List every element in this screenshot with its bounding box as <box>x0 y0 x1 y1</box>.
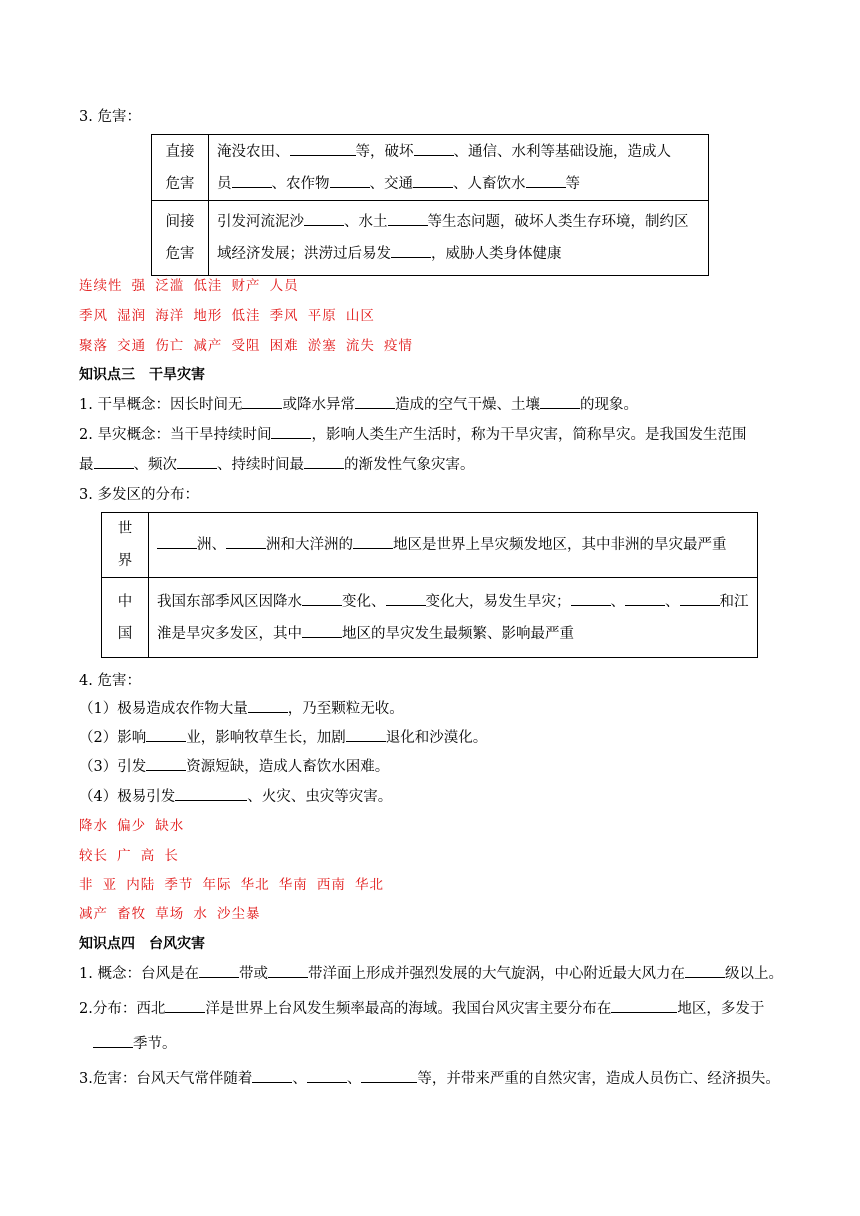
table-row: 世界 洲、 洲和大洋洲的 地区是世界上旱灾频发地区，其中非洲的旱灾最严重 <box>102 513 758 578</box>
harm-item-1: （1）极易造成农作物大量 ，乃至颗粒无收。 <box>79 698 404 720</box>
typhoon-harm-line: 3.危害：台风天气常伴随着 、 、 等，并带来严重的自然灾害，造成人员伤亡、经济损失。 <box>79 1068 780 1090</box>
drought-concept-line: 1. 干旱概念：因长时间无 或降水异常 造成的空气干燥、土壤 的现象。 <box>79 394 638 416</box>
row-head-line1: 直接 <box>165 143 195 160</box>
distribution-heading: 3. 多发区的分布： <box>79 487 199 503</box>
answer-line: 连续性 强 泛滥 低洼 财产 人员 <box>79 278 299 294</box>
table-row <box>152 135 709 201</box>
typhoon-distribution-line-2: 季节。 <box>93 1033 177 1055</box>
answer-line: 聚落 交通 伤亡 减产 受阻 困难 淤塞 流失 疫情 <box>79 338 414 354</box>
table-row <box>102 578 758 658</box>
table-row <box>152 201 709 276</box>
answer-line: 季风 湿润 海洋 地形 低洼 季风 平原 山区 <box>79 308 375 324</box>
row-head-line2: 危害 <box>165 246 195 262</box>
cell-line: 淮是旱灾多发区，其中 地区的旱灾发生最频繁、影响最严重 <box>157 618 749 650</box>
flood-harm-table <box>151 134 709 276</box>
drought-distribution-table <box>101 512 758 658</box>
cell-line: 淹没农田、 等，破坏 、通信、水利等基础设施，造成人 <box>217 136 700 168</box>
drought-disaster-line: 2. 旱灾概念：当干旱持续时间 ，影响人类生产生活时，称为干旱灾害，简称旱灾。是我国发生范围 <box>79 424 746 446</box>
row-head-china: 中国 <box>102 578 149 658</box>
answer-line: 减产 畜牧 草场 水 沙尘暴 <box>79 906 261 922</box>
harm-item-3: （3）引发 资源短缺，造成人畜饮水困难。 <box>79 756 389 778</box>
row-head-line2: 危害 <box>165 175 195 192</box>
harm-item-4: （4）极易引发 、火灾、虫灾等灾害。 <box>79 786 392 808</box>
cell-line: 域经济发展；洪涝过后易发 ，威胁人类身体健康 <box>217 238 700 270</box>
knowledge-point-4-title: 知识点四 台风灾害 <box>79 936 205 952</box>
row-head-world: 世界 <box>102 513 149 578</box>
answer-line: 降水 偏少 缺水 <box>79 818 185 834</box>
harm-item-2: （2）影响 业，影响牧草生长，加剧 退化和沙漠化。 <box>79 727 487 749</box>
cell-line: 我国东部季风区因降水 变化、 变化大，易发生旱灾； 、 、 和江 <box>157 586 749 618</box>
section-3-heading: 3. 危害： <box>79 109 141 125</box>
cell-line: 引发河流泥沙 、水土 等生态问题，破坏人类生存环境，制约区 <box>217 206 700 238</box>
drought-disaster-line-2: 最 、频次 、持续时间最 的渐发性气象灾害。 <box>79 454 475 476</box>
answer-line: 非 亚 内陆 季节 年际 华北 华南 西南 华北 <box>79 877 385 893</box>
harm-heading: 4. 危害： <box>79 673 141 689</box>
cell-line: 员 、农作物 、交通 、人畜饮水 等 <box>217 168 700 200</box>
typhoon-concept-line: 1. 概念：台风是在 带或 带洋面上形成并强烈发展的大气旋涡，中心附近最大风力在 级以上。 <box>79 963 783 985</box>
knowledge-point-3-title: 知识点三 干旱灾害 <box>79 367 205 383</box>
row-head-line1: 间接 <box>165 214 195 230</box>
typhoon-distribution-line: 2.分布：西北 洋是世界上台风发生频率最高的海域。我国台风灾害主要分布在 地区，多发于 <box>79 998 764 1020</box>
answer-line: 较长 广 高 长 <box>79 848 179 864</box>
